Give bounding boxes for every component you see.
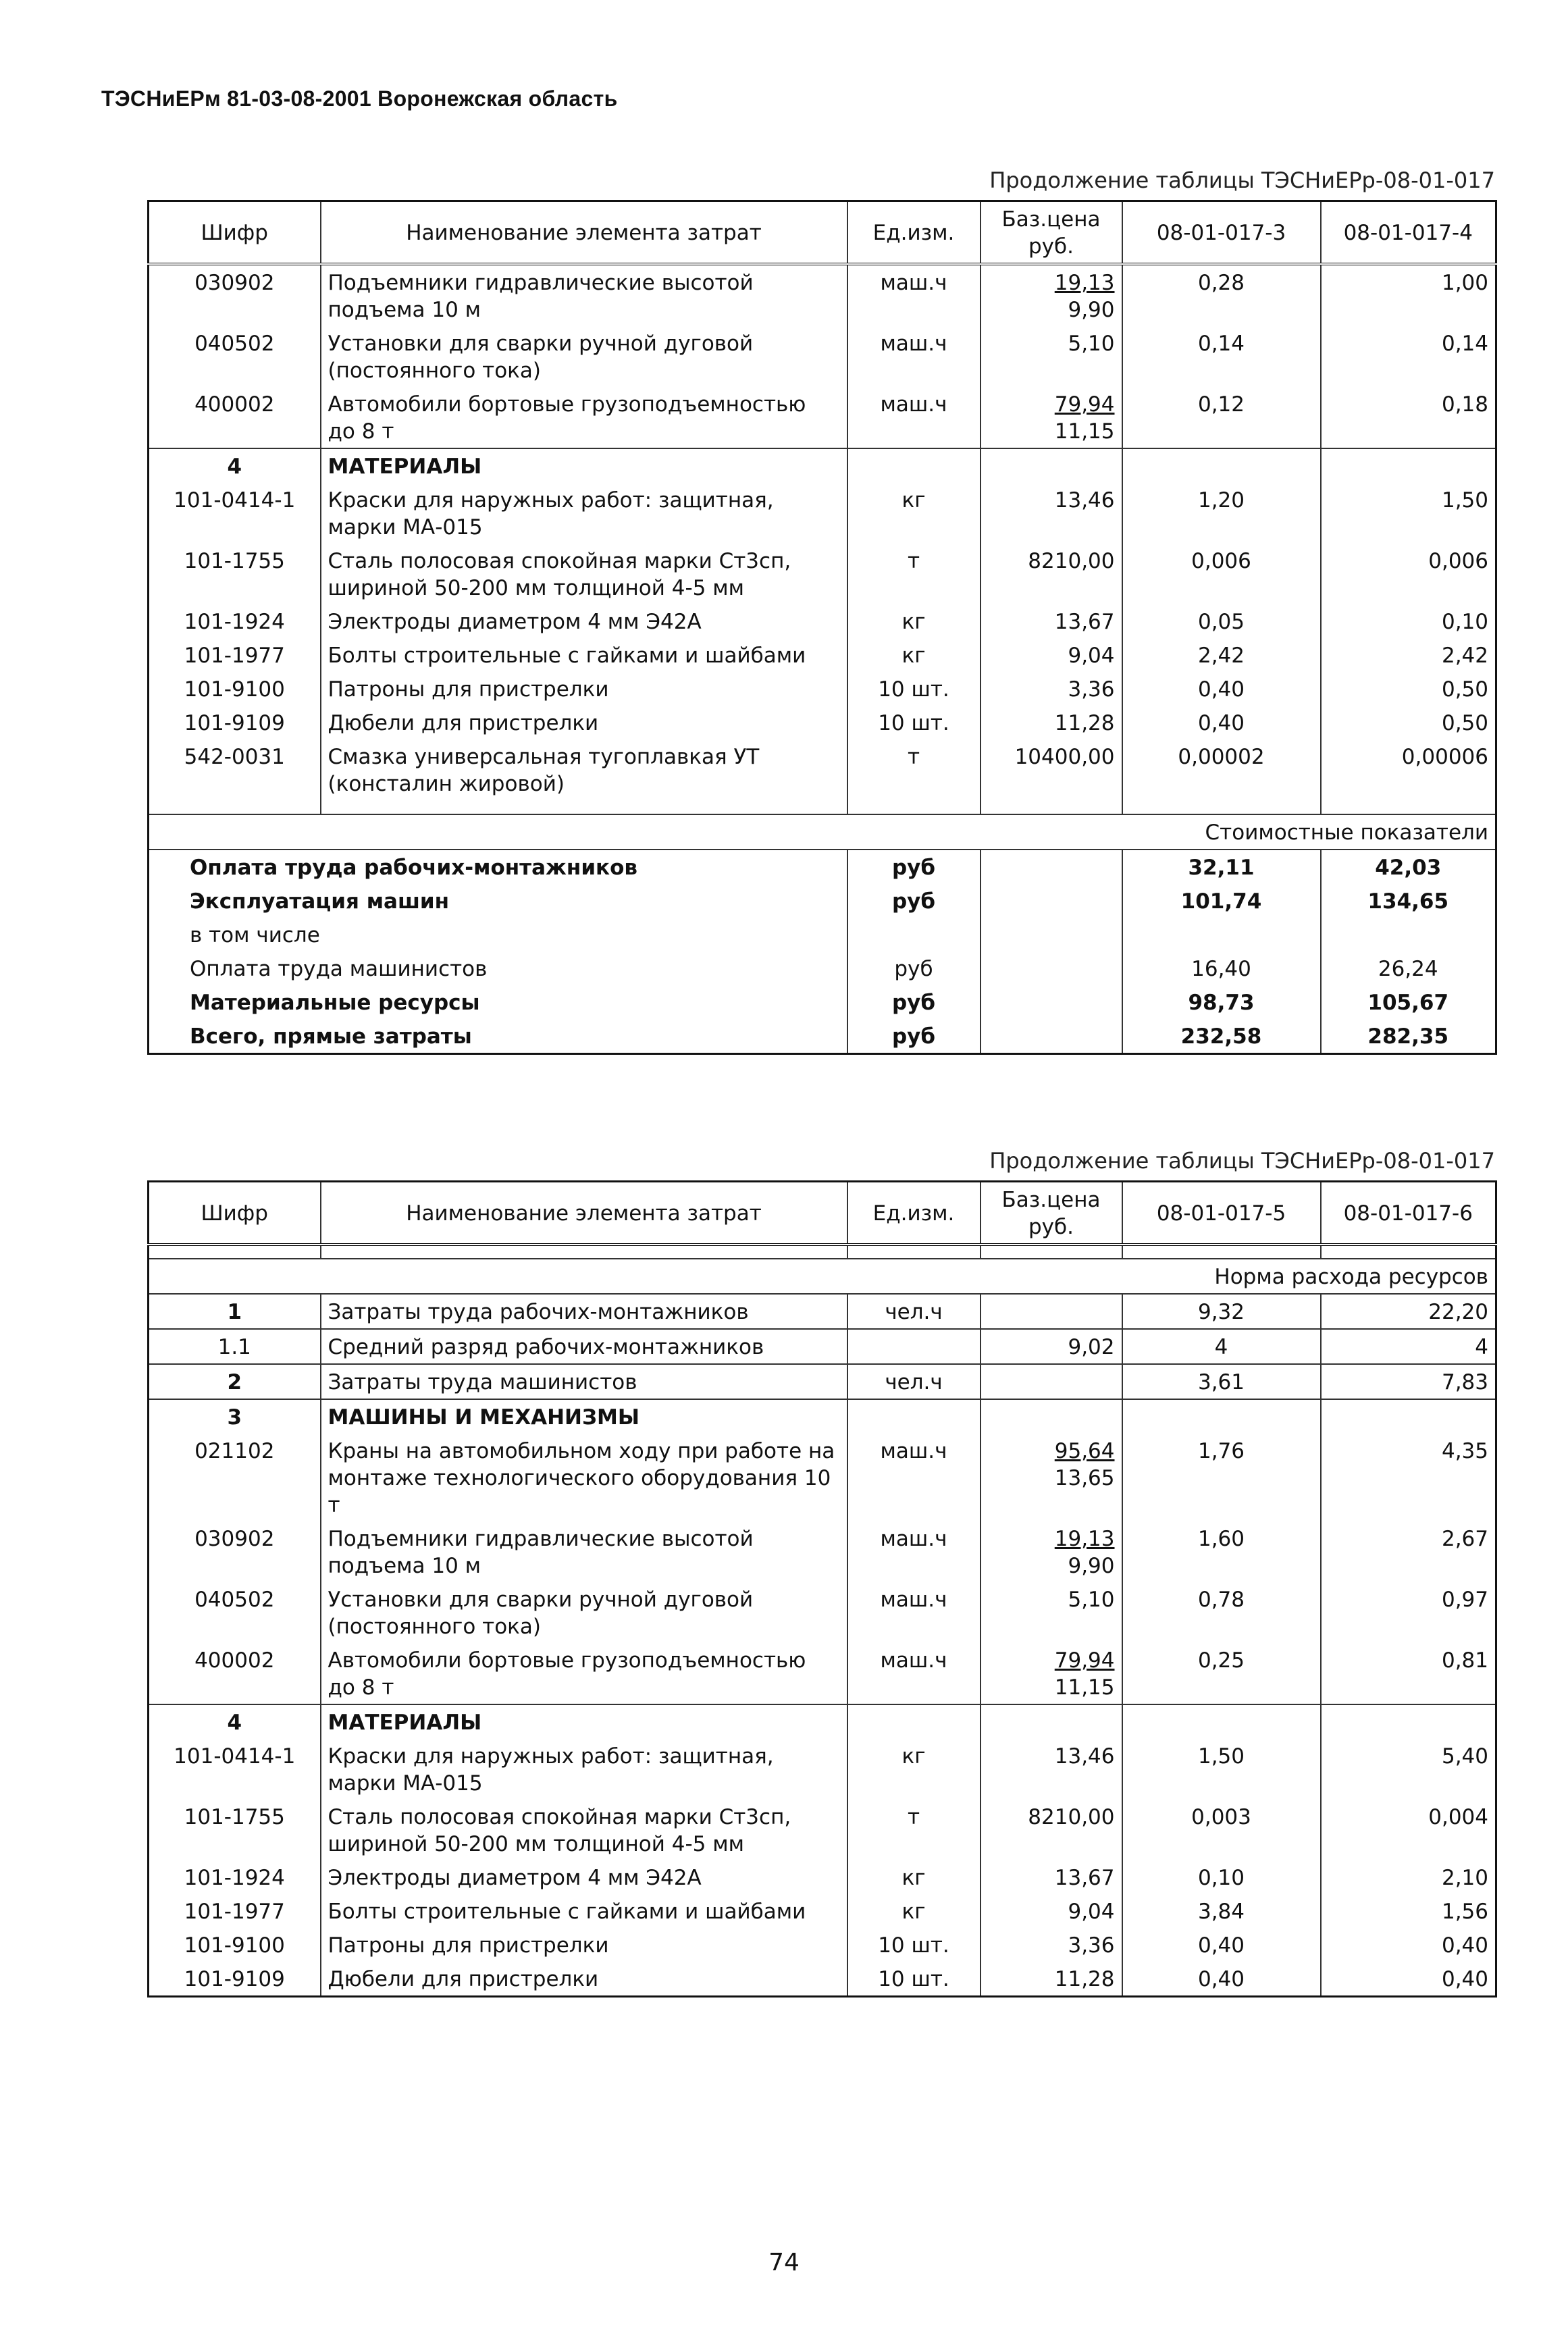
row-code: 101-9109 [149,1962,321,1997]
table-row [149,264,1496,326]
row-v1: 0,006 [1122,544,1321,604]
col-v1-header: 08-01-017-3 [1122,201,1321,265]
row-unit: маш.ч [847,1643,981,1704]
row-v1: 1,50 [1122,1739,1321,1800]
row-price [981,1434,1122,1521]
row-name: Электроды диаметром 4 мм Э42А [321,604,847,638]
price-labor: 13,65 [1054,1466,1115,1490]
summary-unit: руб [847,1019,981,1054]
row-v1: 4 [1122,1329,1321,1364]
table-row [149,604,1496,638]
row-price: 8210,00 [981,544,1122,604]
summary-v1: 101,74 [1122,884,1321,918]
row-name: Электроды диаметром 4 мм Э42А [321,1860,847,1894]
summary-row [149,951,1496,985]
row-unit: чел.ч [847,1294,981,1329]
section-title: МАШИНЫ И МЕХАНИЗМЫ [321,1399,847,1434]
row-v1: 0,25 [1122,1643,1321,1704]
row-name: Затраты труда рабочих-монтажников [321,1294,847,1329]
row-unit: т [847,544,981,604]
table1-header-row [149,201,1496,265]
document-header: ТЭСНиЕРм 81-03-08-2001 Воронежская область [101,86,618,111]
summary-v1: 98,73 [1122,985,1321,1019]
row-name: Автомобили бортовые грузоподъемностью до 8 т [321,1643,847,1704]
row-v2: 0,006 [1321,544,1496,604]
table-row [149,1962,1496,1997]
row-code: 040502 [149,1582,321,1643]
row-v1: 3,84 [1122,1894,1321,1928]
row-v1: 1,76 [1122,1434,1321,1521]
row-unit: 10 шт. [847,1928,981,1962]
row-price [981,1521,1122,1582]
row-v1: 0,40 [1122,672,1321,706]
table-row [149,1800,1496,1860]
row-name: Болты строительные с гайками и шайбами [321,1894,847,1928]
table-row [149,1739,1496,1800]
row-v2: 5,40 [1321,1739,1496,1800]
summary-label: Оплата труда рабочих-монтажников [149,850,847,884]
row-name: Сталь полосовая спокойная марки Ст3сп, шириной 50-200 мм толщиной 4-5 мм [321,544,847,604]
row-unit: 10 шт. [847,672,981,706]
table-row [149,1329,1496,1364]
row-name: Установки для сварки ручной дуговой (постоянного тока) [321,1582,847,1643]
row-code: 030902 [149,1521,321,1582]
row-v1: 0,40 [1122,1928,1321,1962]
row-price [981,1294,1122,1329]
summary-unit: руб [847,850,981,884]
row-price: 13,46 [981,483,1122,544]
col-v1-header: 08-01-017-5 [1122,1182,1321,1245]
summary-row [149,1019,1496,1054]
col-name-header: Наименование элемента затрат [321,1182,847,1245]
row-v2: 2,67 [1321,1521,1496,1582]
cost-indicators-label: Стоимостные показатели [149,814,1496,850]
row-name: Сталь полосовая спокойная марки Ст3сп, шириной 50-200 мм толщиной 4-5 мм [321,1800,847,1860]
table-row [149,1521,1496,1582]
row-unit: маш.ч [847,1582,981,1643]
row-unit: чел.ч [847,1364,981,1399]
row-v1: 1,20 [1122,483,1321,544]
row-v2: 4,35 [1321,1434,1496,1521]
summary-label: в том числе [149,918,847,951]
col-price-header: Баз.цена руб. [981,201,1122,265]
row-v2: 0,81 [1321,1643,1496,1704]
row-v1: 0,40 [1122,706,1321,739]
col-unit-header: Ед.изм. [847,201,981,265]
table-row [149,1364,1496,1399]
summary-row [149,918,1496,951]
row-price [981,387,1122,448]
row-price: 13,67 [981,1860,1122,1894]
row-v2: 2,10 [1321,1860,1496,1894]
table-row [149,483,1496,544]
table2-header-row [149,1182,1496,1245]
spacer-row [149,800,1496,814]
row-code: 400002 [149,1643,321,1704]
col-v2-header: 08-01-017-6 [1321,1182,1496,1245]
row-unit: 10 шт. [847,706,981,739]
section-title: МАТЕРИАЛЫ [321,448,847,483]
row-v1: 0,40 [1122,1962,1321,1997]
row-code: 101-1755 [149,544,321,604]
summary-unit: руб [847,884,981,918]
row-name: Подъемники гидравлические высотой подъема 10 м [321,264,847,326]
row-v1: 0,10 [1122,1860,1321,1894]
table-row [149,672,1496,706]
summary-v2: 105,67 [1321,985,1496,1019]
row-code: 021102 [149,1434,321,1521]
summary-v2: 134,65 [1321,884,1496,918]
row-name: Краски для наружных работ: защитная, марки МА-015 [321,483,847,544]
row-code: 101-9109 [149,706,321,739]
row-code: 101-0414-1 [149,1739,321,1800]
row-name: Дюбели для пристрелки [321,1962,847,1997]
summary-v2: 282,35 [1321,1019,1496,1054]
row-name: Краны на автомобильном ходу при работе на монтаже технологического оборудования 10 т [321,1434,847,1521]
row-name: Смазка универсальная тугоплавкая УТ (консталин жировой) [321,739,847,800]
row-unit: маш.ч [847,264,981,326]
row-v1: 0,12 [1122,387,1321,448]
row-code: 101-0414-1 [149,483,321,544]
row-v1: 0,05 [1122,604,1321,638]
price-main: 19,13 [1054,1527,1115,1551]
row-v2: 7,83 [1321,1364,1496,1399]
row-name: Подъемники гидравлические высотой подъема 10 м [321,1521,847,1582]
row-price: 9,04 [981,1894,1122,1928]
summary-row [149,884,1496,918]
row-name: Дюбели для пристрелки [321,706,847,739]
table-row [149,326,1496,387]
row-price: 8210,00 [981,1800,1122,1860]
row-unit: т [847,1800,981,1860]
page-number: 74 [768,2249,800,2276]
summary-row [149,850,1496,884]
row-code: 1.1 [149,1329,321,1364]
row-price: 13,46 [981,1739,1122,1800]
summary-v1: 32,11 [1122,850,1321,884]
col-code-header: Шифр [149,1182,321,1245]
row-name: Средний разряд рабочих-монтажников [321,1329,847,1364]
row-unit: маш.ч [847,1521,981,1582]
row-unit: кг [847,1894,981,1928]
col-unit-header: Ед.изм. [847,1182,981,1245]
row-v2: 0,004 [1321,1800,1496,1860]
row-code: 101-1924 [149,604,321,638]
row-v2: 0,14 [1321,326,1496,387]
summary-label: Материальные ресурсы [149,985,847,1019]
table-row [149,1928,1496,1962]
table2 [147,1180,1497,1998]
row-price [981,1643,1122,1704]
row-unit: кг [847,638,981,672]
summary-v1: 232,58 [1122,1019,1321,1054]
section-row [149,1704,1496,1739]
row-v1: 0,28 [1122,264,1321,326]
row-price [981,1364,1122,1399]
section-row [149,448,1496,483]
table-row [149,544,1496,604]
summary-unit: руб [847,985,981,1019]
row-price: 3,36 [981,672,1122,706]
table-row [149,1894,1496,1928]
row-price: 9,04 [981,638,1122,672]
row-v2: 1,50 [1321,483,1496,544]
row-price: 11,28 [981,1962,1122,1997]
row-unit: маш.ч [847,326,981,387]
row-price: 5,10 [981,326,1122,387]
row-v2: 1,56 [1321,1894,1496,1928]
row-price: 13,67 [981,604,1122,638]
summary-label: Всего, прямые затраты [149,1019,847,1054]
table-row [149,706,1496,739]
row-code: 101-1755 [149,1800,321,1860]
row-code: 101-1977 [149,1894,321,1928]
summary-v2: 42,03 [1321,850,1496,884]
row-name: Затраты труда машинистов [321,1364,847,1399]
row-code: 101-9100 [149,672,321,706]
section-number: 3 [149,1399,321,1434]
row-v1: 9,32 [1122,1294,1321,1329]
row-v2: 0,50 [1321,706,1496,739]
spacer-row [149,1245,1496,1259]
row-unit: маш.ч [847,1434,981,1521]
row-name: Болты строительные с гайками и шайбами [321,638,847,672]
row-v2: 0,40 [1321,1962,1496,1997]
table-row [149,1294,1496,1329]
row-name: Патроны для пристрелки [321,1928,847,1962]
section-title: МАТЕРИАЛЫ [321,1704,847,1739]
row-price: 10400,00 [981,739,1122,800]
row-v2: 2,42 [1321,638,1496,672]
row-unit: 10 шт. [847,1962,981,1997]
row-v2: 0,40 [1321,1928,1496,1962]
row-name: Патроны для пристрелки [321,672,847,706]
band-row [149,1259,1496,1294]
row-code: 040502 [149,326,321,387]
row-code: 542-0031 [149,739,321,800]
table-row [149,638,1496,672]
table-row [149,1643,1496,1704]
row-price: 3,36 [981,1928,1122,1962]
table-row [149,739,1496,800]
section-row [149,1399,1496,1434]
row-price: 11,28 [981,706,1122,739]
row-name: Краски для наружных работ: защитная, марки МА-015 [321,1739,847,1800]
price-main: 95,64 [1054,1439,1115,1463]
summary-label: Эксплуатация машин [149,884,847,918]
row-v1: 2,42 [1122,638,1321,672]
row-v2: 22,20 [1321,1294,1496,1329]
row-unit: кг [847,604,981,638]
summary-row [149,985,1496,1019]
table2-caption: Продолжение таблицы ТЭСНиЕРр-08-01-017 [989,1148,1495,1174]
col-name-header: Наименование элемента затрат [321,201,847,265]
section-number: 4 [149,448,321,483]
table-row [149,1434,1496,1521]
row-unit: кг [847,1860,981,1894]
row-v2: 0,97 [1321,1582,1496,1643]
price-labor: 9,90 [1068,298,1115,322]
col-v2-header: 08-01-017-4 [1321,201,1496,265]
section-number: 4 [149,1704,321,1739]
summary-v2: 26,24 [1321,951,1496,985]
col-code-header: Шифр [149,201,321,265]
row-code: 2 [149,1364,321,1399]
row-v2: 0,10 [1321,604,1496,638]
price-labor: 11,15 [1054,1675,1115,1700]
row-price: 9,02 [981,1329,1122,1364]
row-v2: 4 [1321,1329,1496,1364]
summary-unit: руб [847,951,981,985]
row-code: 030902 [149,264,321,326]
col-price-header: Баз.цена руб. [981,1182,1122,1245]
row-price [981,264,1122,326]
row-unit: маш.ч [847,387,981,448]
row-v2: 1,00 [1321,264,1496,326]
row-code: 101-1977 [149,638,321,672]
row-price: 5,10 [981,1582,1122,1643]
row-unit [847,1329,981,1364]
row-v1: 0,78 [1122,1582,1321,1643]
resource-norm-label: Норма расхода ресурсов [149,1259,1496,1294]
summary-v1: 16,40 [1122,951,1321,985]
price-labor: 11,15 [1054,419,1115,444]
row-unit: кг [847,1739,981,1800]
row-code: 400002 [149,387,321,448]
table-row [149,1582,1496,1643]
row-code: 1 [149,1294,321,1329]
table1 [147,200,1497,1055]
row-unit: кг [847,483,981,544]
price-main: 79,94 [1054,392,1115,417]
summary-label: Оплата труда машинистов [149,951,847,985]
row-v2: 0,18 [1321,387,1496,448]
row-v1: 0,14 [1122,326,1321,387]
row-code: 101-9100 [149,1928,321,1962]
row-v2: 0,50 [1321,672,1496,706]
table1-caption: Продолжение таблицы ТЭСНиЕРр-08-01-017 [989,167,1495,193]
table-row [149,1860,1496,1894]
row-name: Автомобили бортовые грузоподъемностью до 8 т [321,387,847,448]
row-v1: 1,60 [1122,1521,1321,1582]
price-labor: 9,90 [1068,1554,1115,1578]
price-main: 19,13 [1054,271,1115,295]
table-row [149,387,1496,448]
row-name: Установки для сварки ручной дуговой (постоянного тока) [321,326,847,387]
row-v1: 0,003 [1122,1800,1321,1860]
band-row [149,814,1496,850]
price-main: 79,94 [1054,1648,1115,1673]
row-v1: 3,61 [1122,1364,1321,1399]
row-v1: 0,00002 [1122,739,1321,800]
row-code: 101-1924 [149,1860,321,1894]
row-v2: 0,00006 [1321,739,1496,800]
row-unit: т [847,739,981,800]
